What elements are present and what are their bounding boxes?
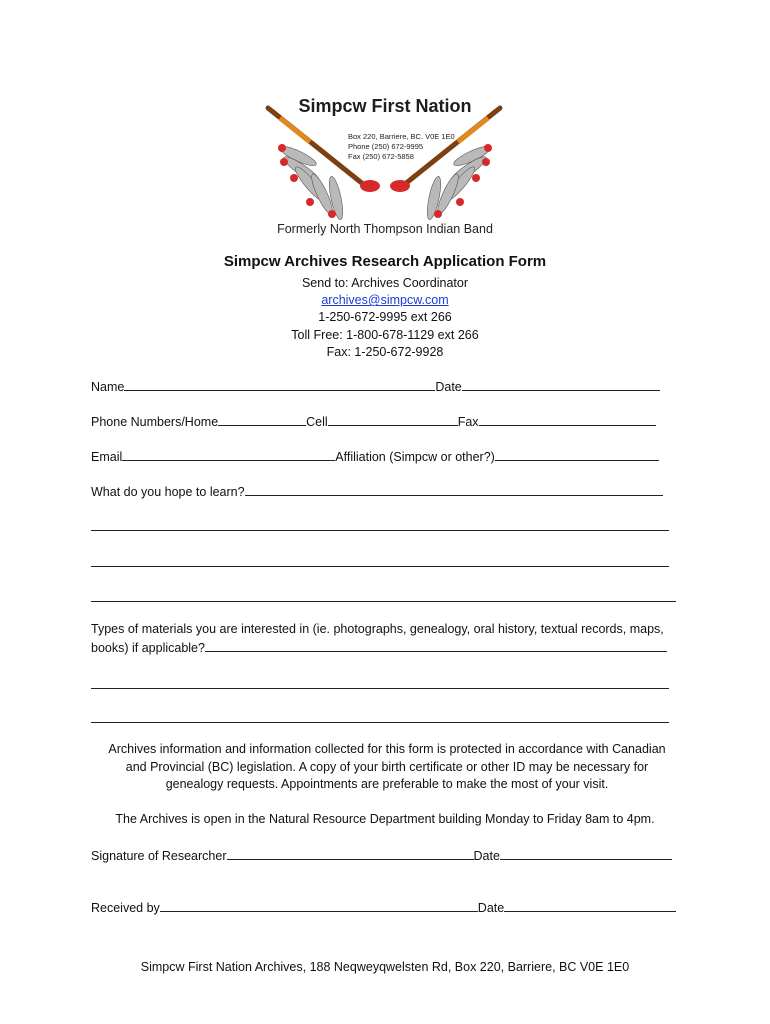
learn-field-line[interactable] bbox=[91, 530, 669, 531]
signature-row bbox=[91, 847, 691, 863]
received-label: Received by bbox=[91, 901, 160, 915]
signature-field[interactable] bbox=[227, 847, 474, 860]
notice-line: genealogy requests. Appointments are preferable to make the most of your visit. bbox=[165, 777, 609, 791]
email-link[interactable]: archives@simpcw.com bbox=[321, 293, 449, 308]
materials-field[interactable] bbox=[205, 639, 667, 652]
learn-label: What do you hope to learn? bbox=[91, 485, 245, 499]
hours-text: The Archives is open in the Natural Resource Department building Monday to Friday 8am to 4pm. bbox=[115, 812, 655, 826]
fax-label: Fax bbox=[457, 415, 479, 429]
materials-field-line[interactable] bbox=[91, 688, 669, 689]
fax-field[interactable] bbox=[479, 413, 656, 426]
signature-label: Signature of Researcher bbox=[91, 849, 227, 863]
affiliation-field[interactable] bbox=[495, 448, 659, 461]
form-title: Simpcw Archives Research Application Form bbox=[223, 253, 547, 270]
received-field[interactable] bbox=[160, 899, 478, 912]
phone-line: 1-250-672-9995 ext 266 bbox=[318, 310, 452, 325]
phone-home-field[interactable] bbox=[218, 413, 306, 426]
send-to-line: Send to: Archives Coordinator bbox=[301, 276, 469, 290]
email-field[interactable] bbox=[122, 448, 335, 461]
email-label: Email bbox=[91, 450, 123, 464]
received-date-label: Date bbox=[477, 901, 505, 915]
org-subtitle: Formerly North Thompson Indian Band bbox=[277, 222, 493, 236]
notice-line: Archives information and information collected for this form is protected in accordance with Canadian bbox=[108, 742, 666, 756]
name-date-row bbox=[91, 378, 691, 394]
signature-date-label: Date bbox=[473, 849, 500, 863]
contact-block bbox=[0, 275, 770, 361]
notice-line: and Provincial (BC) legislation. A copy of your birth certificate or other ID may be necessary for bbox=[125, 759, 649, 774]
org-address bbox=[348, 132, 468, 162]
learn-field[interactable] bbox=[245, 483, 663, 496]
materials-label-continued: books) if applicable? bbox=[91, 641, 205, 655]
fax-line: Fax (250) 672-5858 bbox=[348, 152, 414, 161]
name-field[interactable] bbox=[124, 378, 435, 391]
received-date-field[interactable] bbox=[504, 899, 676, 912]
privacy-notice bbox=[92, 741, 682, 794]
phone-line: Phone (250) 672-9995 bbox=[348, 142, 424, 151]
learn-row bbox=[91, 483, 691, 499]
learn-field-line[interactable] bbox=[91, 601, 676, 602]
phone-row bbox=[91, 413, 691, 429]
name-label: Name bbox=[91, 380, 125, 394]
materials-label: Types of materials you are interested in (ie. photographs, genealogy, oral history, textual records, maps, bbox=[91, 622, 664, 636]
date-field[interactable] bbox=[462, 378, 660, 391]
email-row bbox=[91, 448, 691, 464]
footer-address: Simpcw First Nation Archives, 188 Neqweyqwelsten Rd, Box 220, Barriere, BC V0E 1E0 bbox=[140, 960, 630, 974]
affiliation-label: Affiliation (Simpcw or other?) bbox=[335, 450, 495, 464]
phone-home-label: Phone Numbers/Home bbox=[91, 415, 219, 429]
learn-field-line[interactable] bbox=[91, 566, 669, 567]
received-row bbox=[91, 899, 691, 915]
signature-date-field[interactable] bbox=[500, 847, 672, 860]
letterhead-logo bbox=[250, 90, 530, 240]
cell-label: Cell bbox=[306, 415, 328, 429]
address-line: Box 220, Barriere, BC. V0E 1E0 bbox=[348, 132, 455, 141]
materials-field-line[interactable] bbox=[91, 722, 669, 723]
materials-row bbox=[91, 622, 691, 636]
materials-row-2 bbox=[91, 639, 691, 655]
org-name: Simpcw First Nation bbox=[298, 96, 472, 116]
toll-free-line: Toll Free: 1-800-678-1129 ext 266 bbox=[291, 327, 479, 342]
fax-line: Fax: 1-250-672-9928 bbox=[326, 344, 444, 359]
cell-field[interactable] bbox=[328, 413, 458, 426]
date-label: Date bbox=[435, 380, 462, 394]
